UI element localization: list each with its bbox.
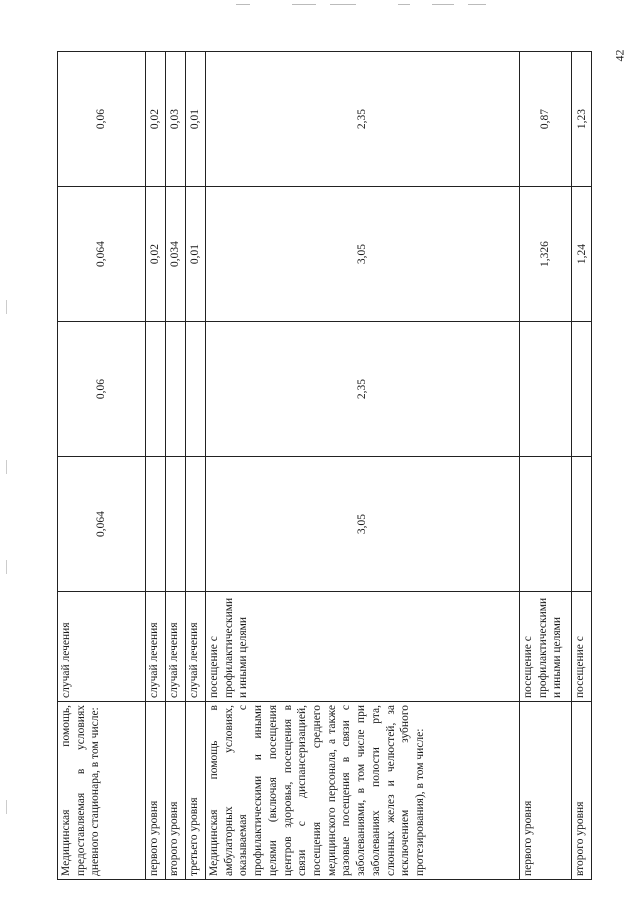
cell-name: третьего уровня bbox=[186, 702, 206, 880]
cell-name: Медицинская помощь, предоставляемая в условиях дневного стационара, в том числе: bbox=[58, 702, 146, 880]
table-row bbox=[520, 52, 572, 880]
cell-value: 1,326 bbox=[520, 187, 572, 322]
table-row bbox=[58, 52, 146, 880]
cell-value: 0,02 bbox=[146, 52, 166, 187]
cell-value: 3,05 bbox=[206, 187, 520, 322]
cell-value: 0,06 bbox=[58, 322, 146, 457]
cell-value bbox=[520, 457, 572, 592]
cell-value bbox=[146, 457, 166, 592]
cell-value: 0,06 bbox=[58, 52, 146, 187]
cell-value: 0,034 bbox=[166, 187, 186, 322]
cell-value bbox=[572, 457, 592, 592]
cell-value: 0,02 bbox=[146, 187, 166, 322]
cell-unit: посещение с профилактическими и иными целями bbox=[206, 592, 520, 702]
cell-name: Медицинская помощь в амбулаторных условиях, оказываемая с профилактическими и иными целями (включая посещения центров здоровья, посещения в связи с диспансеризацией, посещения среднего медицинского персонала, а также разовые посещения в связи с заболеваниями, в том числе при заболеваниях полости рта, слюнных желез и челюстей, за исключением зубного протезирования), в том числе: bbox=[206, 702, 520, 880]
cell-unit: случай лечения bbox=[186, 592, 206, 702]
cell-unit: случай лечения bbox=[146, 592, 166, 702]
table-row bbox=[146, 52, 166, 880]
cell-value: 0,87 bbox=[520, 52, 572, 187]
table-row bbox=[166, 52, 186, 880]
table-row bbox=[186, 52, 206, 880]
cell-value bbox=[186, 457, 206, 592]
cell-name: второго уровня bbox=[572, 702, 592, 880]
data-table bbox=[57, 51, 592, 880]
cell-value bbox=[186, 322, 206, 457]
table-row bbox=[206, 52, 520, 880]
cell-unit: случай лечения bbox=[58, 592, 146, 702]
cell-value bbox=[166, 322, 186, 457]
rotated-table-container bbox=[57, 52, 588, 880]
cell-value: 1,23 bbox=[572, 52, 592, 187]
cell-name: второго уровня bbox=[166, 702, 186, 880]
cell-name: первого уровня bbox=[520, 702, 572, 880]
cell-unit: посещение с bbox=[572, 592, 592, 702]
scan-artifacts bbox=[0, 0, 640, 10]
cell-unit: посещение с профилактическими и иными целями bbox=[520, 592, 572, 702]
cell-value: 1,24 bbox=[572, 187, 592, 322]
cell-value: 0,01 bbox=[186, 52, 206, 187]
cell-value bbox=[166, 457, 186, 592]
cell-name: первого уровня bbox=[146, 702, 166, 880]
cell-unit: случай лечения bbox=[166, 592, 186, 702]
cell-value: 0,064 bbox=[58, 457, 146, 592]
cell-value bbox=[146, 322, 166, 457]
page-number: 42 bbox=[612, 49, 627, 62]
cell-value: 0,03 bbox=[166, 52, 186, 187]
cell-value: 2,35 bbox=[206, 322, 520, 457]
cell-value bbox=[572, 322, 592, 457]
cell-value: 0,064 bbox=[58, 187, 146, 322]
cell-value: 3,05 bbox=[206, 457, 520, 592]
cell-value: 0,01 bbox=[186, 187, 206, 322]
cell-value: 2,35 bbox=[206, 52, 520, 187]
table-row bbox=[572, 52, 592, 880]
cell-value bbox=[520, 322, 572, 457]
